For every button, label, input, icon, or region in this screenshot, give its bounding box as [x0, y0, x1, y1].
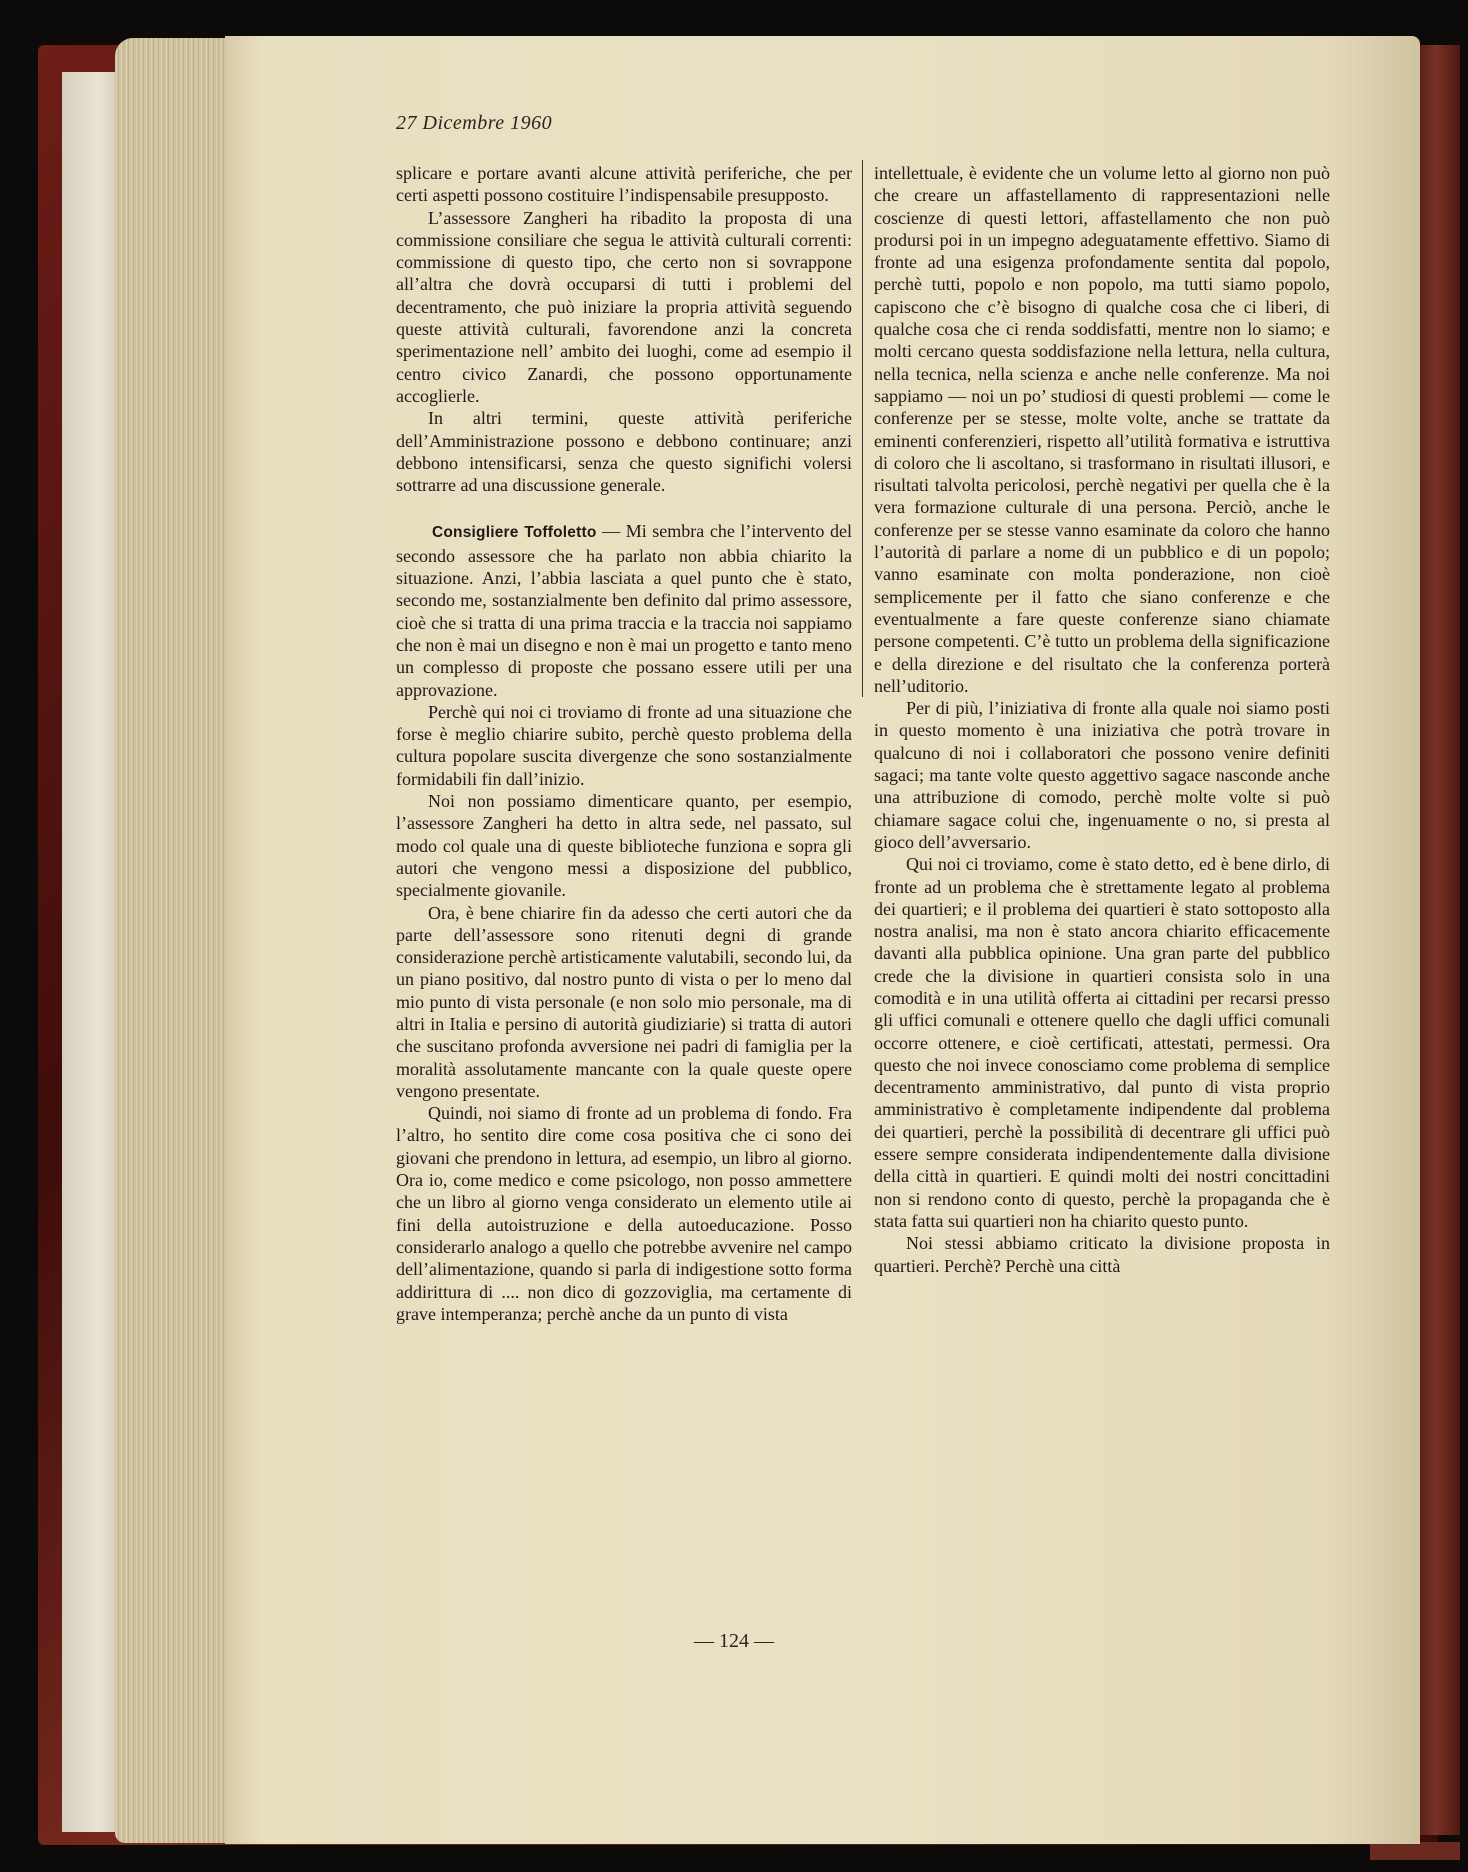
left-column	[396, 162, 852, 1325]
speech-text: — Mi sembra che l’intervento del secondo assessore che ha parlato non abbia chiarito la situazione. Anzi, l’abbia lasciata a quel punto che è stato, secondo me, sostanzialmente ben definito dal primo assessore, cioè che si tratta di una prima traccia e la traccia noi sappiamo che non è mai un disegno e non è mai un progetto e tanto meno un complesso di proposte che possano essere utili per una approvazione.	[396, 521, 852, 700]
left-paragraph-1: splicare e portare avanti alcune attività periferiche, che per certi aspetti possono costituire l’indispensabile presupposto.	[396, 163, 852, 206]
speaker-name: Consigliere Toffoletto	[432, 524, 597, 542]
right-cover-corner	[1370, 1842, 1460, 1860]
right-paragraph-1: intellettuale, è evidente che un volume letto al giorno non può che creare un affastellamento di rappresentazioni nelle coscienze di questi lettori, affastellamento che non può prodursi poi in un impegno adeguatamente effettivo. Siamo di fronte ad una esigenza profondamente sentita dal popolo, perchè tutti, popolo e non popolo, ma tutti siamo popolo, capiscono che c’è bisogno di qualche cosa che ci liberi, di qualche cosa che ci renda soddisfatti, mentre non lo siamo; e molti cercano questa soddisfazione nella lettura, nella cultura, nella tecnica, nella scienza e anche nelle conferenze. Ma noi sappiamo — noi un po’ studiosi di questi problemi — come le conferenze per se stesse, molte volte, anche se trattate da eminenti conferenzieri, rispetto all’utilità formativa e istruttiva di coloro che li ascoltano, si trasformano in risultati illusori, e risultati talvolta pericolosi, perchè negativi per quella che è la vera formazione culturale di una persona. Perciò, anche le conferenze per se stesse vanno esaminate da coloro che hanno l’autorità di parlare a nome di un pubblico e di un popolo; vanno esaminate con molta ponderazione, non cioè semplicemente per il fatto che siano conferenze e che eventualmente a fare queste conferenze siano chiamate persone competenti. C’è tutto un problema della significazione e della direzione e del risultato che la conferenza porterà nell’uditorio.	[874, 163, 1330, 696]
left-paragraph-5: Perchè qui noi ci troviamo di fronte ad una situazione che forse è meglio chiarire subito, perchè questo problema della cultura popolare suscita divergenze che sono sostanzialmente formidabili fin dall’inizio.	[396, 701, 852, 789]
page-number-wrap	[0, 1630, 1468, 1653]
right-column	[874, 162, 1330, 1277]
endpaper-edge	[62, 72, 122, 1832]
running-head-date: 27 Dicembre 1960	[396, 112, 553, 134]
speech-toffoletto	[396, 520, 852, 700]
left-paragraph-3: In altri termini, queste attività periferiche dell’Amministrazione possono e debbono continuare; anzi debbono intensificarsi, senza che questo significhi volersi sottrarre ad una discussione generale.	[396, 408, 852, 496]
left-paragraph-2: L’assessore Zangheri ha ribadito la proposta di una commissione consiliare che segua le attività culturali correnti: commissione di questo tipo, che certo non si sovrappone all’altra che dovrà occuparsi di tutti i problemi del decentramento, che può iniziare la propria attività seguendo queste attività culturali, favorendone anzi la concreta sperimentazione nell’ ambito dei luoghi, come ad esempio il centro civico Zanardi, che possono opportunamente accoglierle.	[396, 207, 852, 406]
left-paragraph-8: Quindi, noi siamo di fronte ad un problema di fondo. Fra l’altro, ho sentito dire come cosa positiva che ci sono dei giovani che prendono in lettura, ad esempio, un libro al giorno. Ora io, come medico e come psicologo, non posso ammettere che un libro al giorno venga considerato un elemento utile ai fini della autoistruzione e della autoeducazione. Posso considerarlo analogo a quello che potrebbe avvenire nel campo dell’alimentazione, quando si parla di indigestione sotto forma addirittura di .... non dico di gozzoviglia, ma certamente di grave intemperanza; perchè anche da un punto di vista	[396, 1103, 852, 1324]
right-paragraph-4: Noi stessi abbiamo criticato la divisione proposta in quartieri. Perchè? Perchè una città	[874, 1233, 1330, 1276]
right-paragraph-2: Per di più, l’iniziativa di fronte alla quale noi siamo posti in questo momento è una iniziativa che potrà trovare in qualcuno di noi i collaboratori che possono venire definiti sagaci; ma tante volte questo aggettivo sagace nasconde anche una attribuzione di comodo, perchè molte volte si può chiamare sagace colui che, ingenuamente o no, si presta al gioco dell’avversario.	[874, 698, 1330, 852]
left-paragraph-7: Ora, è bene chiarire fin da adesso che certi autori che da parte dell’assessore sono ritenuti degni di grande considerazione perchè artisticamente valutabili, secondo lui, da un piano positivo, dal nostro punto di vista o per lo meno dal mio punto di vista personale (e non solo mio personale, ma di altri in Italia e persino di autorità giudiziarie) si tratta di autori che suscitano profonda avversione nei padri di famiglia per la moralità assolutamente mancante con la quale queste opere vengono presentate.	[396, 902, 852, 1101]
page-stack	[115, 38, 230, 1843]
left-paragraph-6: Noi non possiamo dimenticare quanto, per esempio, l’assessore Zangheri ha detto in altra sede, nel passato, sul modo col quale una di queste biblioteche funziona e sopra gli autori che vengono messi a disposizione del pubblico, specialmente giovanile.	[396, 791, 852, 901]
right-paragraph-3: Qui noi ci troviamo, come è stato detto, ed è bene dirlo, di fronte ad un problema che è strettamente legato al problema dei quartieri; e il problema dei quartieri è stato sottoposto alla nostra analisi, ma non è stato ancora chiarito efficacemente davanti alla pubblica opinione. Una gran parte del pubblico crede che la divisione in quartieri consista solo in una comodità e in una utilità offerta ai cittadini per recarsi presso gli uffici comunali e ottenere quello che dagli uffici comunali occorre ottenere, e cioè certificati, attestati, permessi. Ora questo che noi invece conosciamo come problema di semplice decentramento amministrativo, dal punto di vista proprio amministrativo è completamente indipendente dal problema dei quartieri, perchè la possibilità di decentrare gli uffici può essere sempre considerata indipendentemente dalla divisione della città in quartieri. E quindi molti dei nostri concittadini non si rendono conto di questo, perchè la propaganda che è stata fatta sui quartieri non ha chiarito questo punto.	[874, 854, 1330, 1231]
right-cover-edge	[1420, 45, 1460, 1835]
page-number: — 124 —	[694, 1630, 774, 1652]
column-rule	[862, 160, 863, 697]
